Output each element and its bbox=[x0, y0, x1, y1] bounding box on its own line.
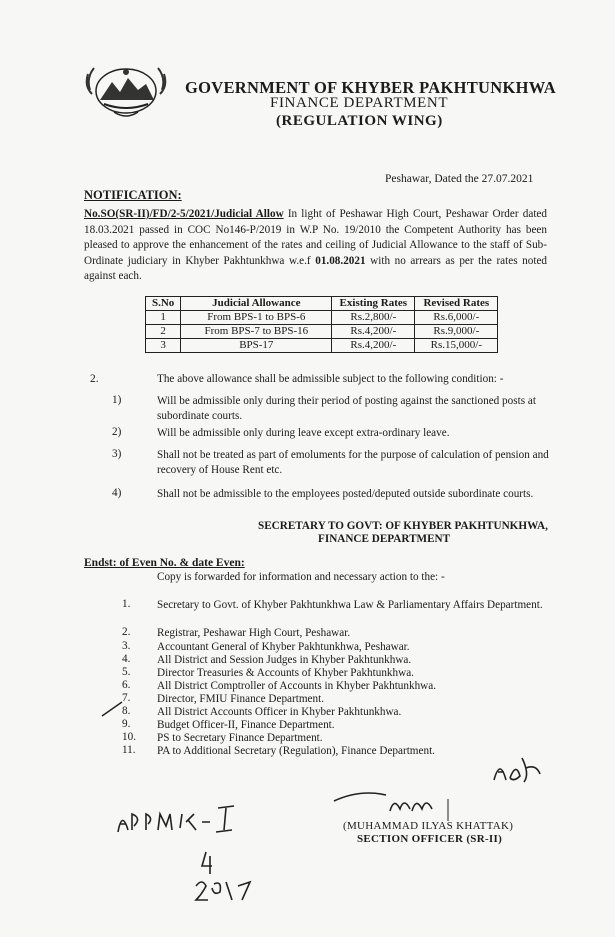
recipient-text: All District Comptroller of Accounts in Khyber Pakhtunkhwa. bbox=[157, 680, 437, 692]
section-2-intro: The above allowance shall be admissible subject to the following condition: - bbox=[157, 373, 504, 385]
recipient-number: 8. bbox=[122, 705, 131, 717]
officer-name: (MUHAMMAD ILYAS KHATTAK) bbox=[343, 820, 514, 832]
condition-number: 3) bbox=[112, 448, 122, 460]
rates-table bbox=[145, 296, 498, 353]
condition-text: Shall not be treated as part of emoluments for the purpose of calculation of pension and recovery of House Rent etc. bbox=[157, 449, 549, 476]
table-row bbox=[146, 325, 498, 339]
table-cell: 3 bbox=[146, 339, 181, 353]
table-cell: From BPS-1 to BPS-6 bbox=[181, 311, 332, 325]
condition-number: 2) bbox=[112, 426, 122, 438]
header-department: FINANCE DEPARTMENT bbox=[270, 95, 449, 111]
table-cell: 2 bbox=[146, 325, 181, 339]
condition-number: 1) bbox=[112, 394, 122, 406]
notification-heading: NOTIFICATION: bbox=[84, 188, 182, 202]
officer-title: SECTION OFFICER (SR-II) bbox=[357, 833, 503, 845]
recipient-text: Accountant General of Khyber Pakhtunkhwa, Peshawar. bbox=[157, 641, 410, 653]
tick-mark-icon bbox=[100, 698, 126, 718]
recipient-number: 7. bbox=[122, 692, 131, 704]
table-cell: Rs.9,000/- bbox=[415, 325, 498, 339]
recipient-number: 3. bbox=[122, 640, 131, 652]
table-cell: From BPS-7 to BPS-16 bbox=[181, 325, 332, 339]
recipient-number: 9. bbox=[122, 718, 131, 730]
table-cell: Rs.2,800/- bbox=[332, 311, 415, 325]
table-cell: Rs.4,200/- bbox=[332, 325, 415, 339]
table-header-sno: S.No bbox=[146, 297, 181, 311]
recipient-text: All District and Session Judges in Khyber Pakhtunkhwa. bbox=[157, 654, 412, 666]
endorsement-heading: Endst: of Even No. & date Even: bbox=[84, 557, 245, 569]
officer-signature-icon bbox=[330, 785, 460, 823]
header-government-title: GOVERNMENT OF KHYBER PAKHTUNKHWA bbox=[185, 78, 556, 97]
recipient-text: Budget Officer-II, Finance Department. bbox=[157, 719, 335, 731]
handwritten-initials-icon bbox=[490, 752, 546, 786]
table-cell: 1 bbox=[146, 311, 181, 325]
condition-number: 4) bbox=[112, 487, 122, 499]
recipient-number: 11. bbox=[122, 744, 136, 756]
date-line: Peshawar, Dated the 27.07.2021 bbox=[385, 173, 534, 185]
notification-reference: No.SO(SR-II)/FD/2-5/2021/Judicial Allow bbox=[84, 208, 284, 220]
recipient-number: 4. bbox=[122, 653, 131, 665]
notification-body-2: with no arrears as per the rates noted against each. bbox=[84, 254, 547, 283]
handwritten-note-icon bbox=[110, 800, 290, 910]
government-emblem-icon bbox=[84, 60, 168, 122]
recipient-text: PS to Secretary Finance Department. bbox=[157, 732, 323, 744]
condition-text: Shall not be admissible to the employees posted/deputed outside subordinate courts. bbox=[157, 488, 534, 500]
table-cell: Rs.6,000/- bbox=[415, 311, 498, 325]
recipient-text: Secretary to Govt. of Khyber Pakhtunkhwa Law & Parliamentary Affairs Department. bbox=[157, 599, 543, 611]
signatory-line-2: FINANCE DEPARTMENT bbox=[318, 533, 451, 545]
recipient-number: 2. bbox=[122, 626, 131, 638]
notification-body-1: In light of Peshawar High Court, Peshawar Order dated 18.03.2021 passed in COC No146-P/2019 in W.P No. 19/2010 the Competent Authority has been pleased to approve the enhancement of the rates and ceiling of Judicial Allowance to the staff of Sub-Ordinate judiciary in Khyber Pakhtunkhwa w.e.f bbox=[84, 208, 547, 267]
table-row bbox=[146, 311, 498, 325]
table-cell: Rs.4,200/- bbox=[332, 339, 415, 353]
table-header-revised: Revised Rates bbox=[415, 297, 498, 311]
recipient-number: 5. bbox=[122, 666, 131, 678]
table-row bbox=[146, 339, 498, 353]
header-wing: (REGULATION WING) bbox=[276, 113, 443, 129]
recipient-text: Director, FMIU Finance Department. bbox=[157, 693, 325, 705]
endorsement-intro: Copy is forwarded for information and necessary action to the: - bbox=[157, 571, 445, 583]
recipient-text: PA to Additional Secretary (Regulation), Finance Department. bbox=[157, 745, 435, 757]
recipient-text: Director Treasuries & Accounts of Khyber Pakhtunkhwa. bbox=[157, 667, 414, 679]
table-cell: Rs.15,000/- bbox=[415, 339, 498, 353]
table-cell: BPS-17 bbox=[181, 339, 332, 353]
recipient-number: 10. bbox=[122, 731, 136, 743]
recipient-number: 6. bbox=[122, 679, 131, 691]
recipient-text: Registrar, Peshawar High Court, Peshawar. bbox=[157, 627, 351, 639]
table-header-allowance: Judicial Allowance bbox=[181, 297, 332, 311]
condition-text: Will be admissible only during leave except extra-ordinary leave. bbox=[157, 427, 450, 439]
effective-date: 01.08.2021 bbox=[315, 254, 366, 267]
recipient-number: 1. bbox=[122, 598, 131, 610]
signatory-line-1: SECRETARY TO GOVT: OF KHYBER PAKHTUNKHWA, bbox=[258, 520, 548, 532]
recipient-text: All District Accounts Officer in Khyber Pakhtunkhwa. bbox=[157, 706, 402, 718]
section-2-number: 2. bbox=[90, 373, 99, 385]
table-header-existing: Existing Rates bbox=[332, 297, 415, 311]
condition-text: Will be admissible only during their period of posting against the sanctioned posts at subordinate courts. bbox=[157, 395, 536, 422]
table-header-row bbox=[146, 297, 498, 311]
notification-paragraph bbox=[84, 207, 547, 285]
